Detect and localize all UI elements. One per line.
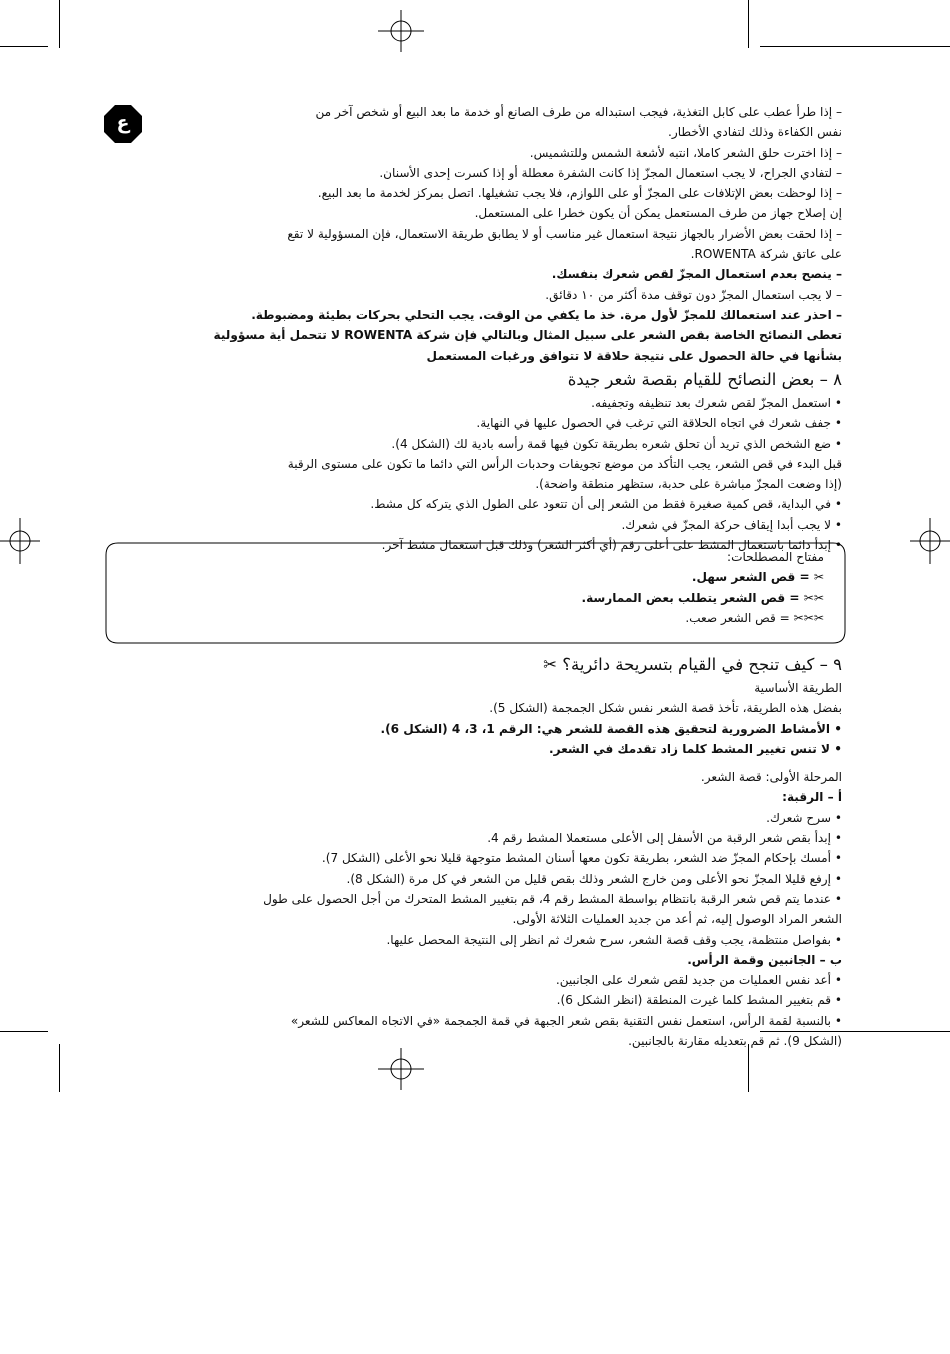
scissors-icon: ✂: [813, 570, 824, 585]
method-line: • بفواصل منتظمة، يجب وقف قصة الشعر، سرح شعرك ثم انظر إلى النتيجة المحصل عليها.: [386, 932, 842, 947]
warning-line: على عاتق شركة ROWENTA.: [690, 247, 842, 262]
language-badge-letter: ع: [116, 112, 130, 134]
warning-line: – لتفادي الجراح، لا يجب استعمال المجزّ إذا كانت الشفرة معطلة أو إذا كسرت إحدى الأسنان.: [379, 165, 842, 180]
method-line: • أعد نفس العمليات من جديد لقص شعرك على الجانبين.: [555, 973, 842, 988]
warnings-section: [104, 102, 842, 366]
crop-mark: [59, 1044, 60, 1092]
crop-mark: [59, 0, 60, 48]
method-line: أ – الرقبة:: [782, 790, 842, 805]
tip-line: قبل البدء في قص الشعر، يجب التأكد من موضع تجويفات وحدبات الرأس التي دائما ما تكون على مستوى الرقبة: [287, 456, 842, 471]
tip-line: • ضع الشخص الذي تريد أن تحلق شعره بطريقة تكون فيها قمة رأسه بادية لك (الشكل 4).: [391, 436, 842, 451]
warnings-list: [104, 102, 842, 366]
tip-line: • استعمل المجزّ لقص شعرك بعد تنظيفه وتجفيفه.: [591, 396, 842, 410]
tip-line: • إبدأ دائما باستعمال المشط على أعلى رقم (أي أكثر الشعر) وذلك قبل استعمال مشط آخر.: [381, 538, 842, 553]
warning-line: تعطى النصائح الخاصة بقص الشعر على سبيل المثال وبالتالي فإن شركة ROWENTA لا تتحمل أية مسؤولية: [213, 328, 842, 343]
warning-line: – إذا لوحظت بعض الإتلافات على المجزّ أو على اللوازم، فلا يجب تشغيلها. اتصل بمركز لخدمة ما بعد البيع.: [317, 186, 842, 201]
scissors-icon: ✂: [543, 655, 557, 674]
warning-line: – احذر عند استعمالك للمجزّ لأول مرة. خذ ما يكفي من الوقت. يجب التحلي بحركات بطيئة ومضبوطة.: [251, 307, 842, 322]
method-line: • إبدأ بقص شعر الرقبة من الأسفل إلى الأعلى مستعملا المشط رقم 4.: [487, 831, 842, 846]
scissors-icon: ✂✂✂: [793, 610, 824, 625]
section-9: [104, 653, 842, 1051]
key-items: [124, 567, 824, 628]
key-title: مفتاح المصطلحات:: [727, 550, 824, 564]
method-line: • إرفع قليلا المجزّ نحو الأعلى ومن خارج الشعر وذلك بقص قليل من الشعر في كل مرة (الشكل 8).: [346, 871, 842, 886]
warning-line: – إذا لحقت بعض الأضرار بالجهاز نتيجة استعمال غير مناسب أو لا يطابق طريقة الاستعمال، فإن المسؤولية لا تقع: [287, 226, 842, 241]
registration-mark-top: [378, 10, 424, 52]
method-line: • عندما يتم قص شعر الرقبة بانتظام بواسطة المشط رقم 4، قم بتغيير المشط المتحرك من أجل الحصول على طول: [263, 891, 842, 906]
method-line: الشعر المراد الوصول إليه، ثم أعد من جديد العمليات الثلاثة الأولى.: [512, 912, 842, 927]
key-item-text: = قص الشعر صعب.: [685, 610, 794, 625]
section-9-body: [104, 678, 842, 1051]
warning-line: – ينصح بعدم استعمال المجزّ لقص شعرك بنفسك.: [551, 267, 842, 282]
tip-line: • لا يجب أبدا إيقاف حركة المجزّ في شعرك.: [621, 517, 842, 532]
method-line: • سرح شعرك.: [766, 810, 842, 825]
method-line: (الشكل 9). ثم قم بتعديله مقارنة بالجانبين.: [628, 1034, 842, 1049]
registration-mark-left: [0, 518, 40, 564]
crop-mark: [748, 0, 749, 48]
warning-line: – إذا طرأ عطب على كابل التغذية، فيجب استبداله من طرف الصانع أو خدمة ما بعد البيع أو شخص آخر من: [315, 105, 842, 119]
key-item-text: = قص الشعر يتطلب بعض الممارسة.: [581, 590, 804, 605]
warning-line: – لا يجب استعمال المجزّ دون توقف مدة أكثر من ١٠ دقائق.: [545, 287, 842, 302]
section-8-body: [104, 393, 842, 555]
tip-line: • جفف شعرك في اتجاه الحلاقة التي ترغب في الحصول عليها في النهاية.: [476, 416, 842, 431]
section-9-title-text: ٩ – كيف تنجح في القيام بتسريحة دائرية؟: [562, 655, 842, 674]
key-item: [124, 588, 824, 608]
method-line: • أمسك بإحكام المجزّ ضد الشعر، بطريقة تكون معها أسنان المشط متوجهة قليلا نحو الأعلى (الشكل 7).: [321, 851, 842, 866]
registration-mark-bottom: [378, 1048, 424, 1090]
crop-mark: [760, 46, 950, 47]
key-box: [124, 547, 824, 628]
warning-line: بشأنها في حالة الحصول على نتيجة حلاقة لا تتوافق ورغبات المستعمل: [426, 348, 842, 363]
method-line: • بالنسبة لقمة الرأس، استعمل نفس التقنية بقص شعر الجبهة في قمة الجمجمة «في الاتجاه المعاكس للشعر»: [290, 1013, 842, 1028]
crop-mark: [0, 1031, 48, 1032]
section-8-title: ٨ – بعض النصائح للقيام بقصة شعر جيدة: [567, 370, 842, 389]
method-line: ب – الجانبين وقمة الرأس.: [687, 952, 842, 967]
warning-line: نفس الكفاءة وذلك لتفادي الأخطار.: [668, 125, 842, 140]
tip-line: • في البداية، قص كمية صغيرة فقط من الشعر إلى أن تتعود على الطول الذي يتركه كل مشط.: [370, 497, 842, 512]
method-line: بفضل هذه الطريقة، تأخذ قصة الشعر نفس شكل الجمجمة (الشكل 5).: [489, 701, 842, 716]
method-line: الطريقة الأساسية: [754, 681, 842, 695]
warning-line: – إذا اخترت حلق الشعر كاملا، انتبه لأشعة الشمس وللتشميس.: [529, 145, 842, 160]
method-line: [104, 759, 842, 767]
key-item: [124, 567, 824, 587]
method-line: • الأمشاط الضرورية لتحقيق هذه القصة للشعر هي: الرقم 1، 3، 4 (الشكل 6).: [380, 721, 842, 736]
tip-line: (إذا وضعت المجزّ مباشرة على حدبة، ستظهر منطقة واضحة).: [535, 477, 842, 492]
method-line: • قم بتغيير المشط كلما غيرت المنطقة (انظر الشكل 6).: [556, 993, 842, 1008]
section-9-title: [104, 653, 842, 677]
crop-mark: [0, 46, 48, 47]
warning-line: إن إصلاح جهاز من طرف المستعمل يمكن أن يكون خطرا على المستعمل.: [474, 206, 842, 221]
scissors-icon: ✂✂: [803, 590, 824, 605]
method-line: المرحلة الأولى: قصة الشعر.: [700, 770, 842, 785]
key-item: [124, 608, 824, 628]
key-item-text: = قص الشعر سهل.: [691, 570, 814, 585]
registration-mark-right: [910, 518, 950, 564]
section-8: [104, 368, 842, 555]
method-line: • لا تنس تغيير المشط كلما زاد تقدمك في الشعر.: [548, 741, 842, 756]
